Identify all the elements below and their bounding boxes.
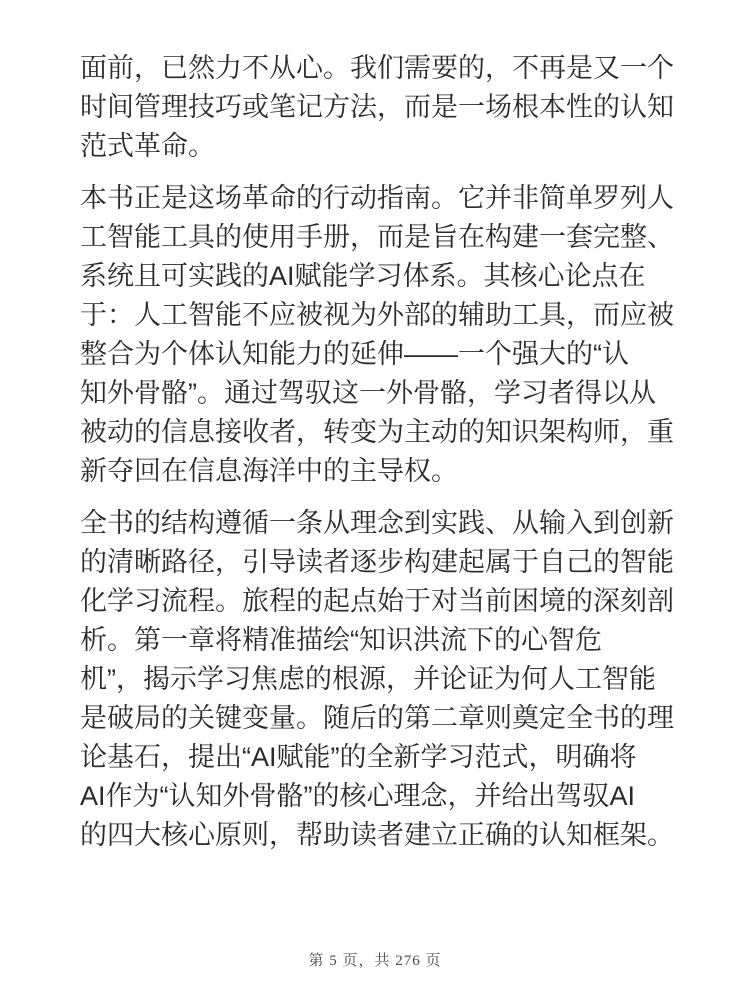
text-line: 论基石，提出“AI赋能”的全新学习范式，明确将 bbox=[80, 742, 637, 772]
text-line: 析。第一章将精准描绘“知识洪流下的心智危 bbox=[80, 625, 602, 655]
page-indicator: 第 5 页，共 276 页 bbox=[308, 953, 442, 969]
text-line: 系统且可实践的AI赋能学习体系。其核心论点在 bbox=[80, 261, 646, 291]
text-line: 于：人工智能不应被视为外部的辅助工具，而应被 bbox=[80, 300, 674, 330]
text-line: 机”，揭示学习焦虑的根源，并论证为何人工智能 bbox=[80, 664, 656, 694]
text-line: 的清晰路径，引导读者逐步构建起属于自己的智能 bbox=[80, 547, 674, 577]
text-line: 是破局的关键变量。随后的第二章则奠定全书的理 bbox=[80, 703, 674, 733]
text-line: 全书的结构遵循一条从理念到实践、从输入到创新 bbox=[80, 508, 674, 538]
paragraph bbox=[80, 49, 674, 166]
paragraph bbox=[80, 179, 674, 491]
text-line: AI作为“认知外骨骼”的核心理念，并给出驾驭AI bbox=[80, 781, 636, 811]
text-line: 本书正是这场革命的行动指南。它并非简单罗列人 bbox=[80, 183, 674, 213]
text-line: 工智能工具的使用手册，而是旨在构建一套完整、 bbox=[80, 222, 674, 252]
text-line: 时间管理技巧或笔记方法，而是一场根本性的认知 bbox=[80, 92, 674, 122]
document-body bbox=[80, 49, 674, 868]
paragraph bbox=[80, 504, 674, 855]
text-line: 知外骨骼”。通过驾驭这一外骨骼，学习者得以从 bbox=[80, 378, 656, 408]
text-line: 化学习流程。旅程的起点始于对当前困境的深刻剖 bbox=[80, 586, 674, 616]
text-line: 整合为个体认知能力的延伸——一个强大的“认 bbox=[80, 339, 629, 369]
text-line: 范式革命。 bbox=[80, 131, 215, 161]
text-line: 的四大核心原则，帮助读者建立正确的认知框架。 bbox=[80, 820, 674, 850]
text-line: 新夺回在信息海洋中的主导权。 bbox=[80, 456, 458, 486]
text-line: 面前，已然力不从心。我们需要的，不再是又一个 bbox=[80, 53, 674, 83]
text-line: 被动的信息接收者，转变为主动的知识架构师，重 bbox=[80, 417, 674, 447]
